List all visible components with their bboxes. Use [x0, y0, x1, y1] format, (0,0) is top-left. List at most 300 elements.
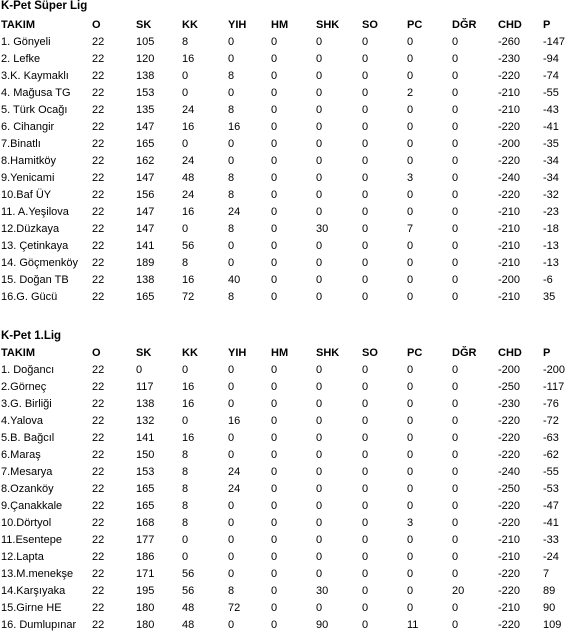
stat-cell: 0	[182, 551, 189, 563]
stat-cell: 0	[271, 517, 278, 529]
stat-cell: 165	[136, 138, 155, 150]
stat-cell: 147	[136, 206, 155, 218]
stat-cell: 0	[271, 121, 278, 133]
table-row	[0, 498, 580, 515]
stat-cell: 0	[452, 483, 459, 495]
stat-cell: 3	[407, 517, 414, 529]
stat-cell: 0	[271, 240, 278, 252]
stat-cell: 0	[182, 138, 189, 150]
table-row	[0, 379, 580, 396]
column-header: SK	[136, 347, 152, 359]
stat-cell: 22	[92, 138, 105, 150]
team-name: 7.Binatlı	[1, 138, 41, 150]
table-row	[0, 153, 580, 170]
stat-cell: 165	[136, 483, 155, 495]
stat-cell: 0	[271, 189, 278, 201]
stat-cell: 0	[362, 257, 369, 269]
stat-cell: 0	[271, 155, 278, 167]
stat-cell: 0	[271, 551, 278, 563]
stat-cell: 0	[316, 398, 323, 410]
team-name: 3.G. Birliği	[1, 398, 52, 410]
team-name: 9.Yenicami	[1, 172, 55, 184]
stat-cell: 0	[362, 240, 369, 252]
stat-cell: 0	[316, 415, 323, 427]
stat-cell: 0	[362, 415, 369, 427]
table-row	[0, 447, 580, 464]
stat-cell: 8	[182, 483, 189, 495]
table-row	[0, 566, 580, 583]
stat-cell: 0	[228, 87, 235, 99]
stat-cell: 11	[407, 619, 419, 631]
stat-cell: 22	[92, 466, 105, 478]
team-name: 5. Türk Ocağı	[1, 104, 68, 116]
stat-cell: 0	[407, 70, 414, 82]
stat-cell: 0	[228, 138, 235, 150]
stat-cell: 0	[316, 70, 323, 82]
stat-cell: 8	[182, 466, 189, 478]
stat-cell: 0	[407, 381, 414, 393]
stat-cell: 0	[407, 104, 414, 116]
stat-cell: 0	[362, 483, 369, 495]
stat-cell: 109	[543, 619, 562, 631]
stat-cell: 0	[271, 206, 278, 218]
stat-cell: -47	[543, 500, 559, 512]
stat-cell: 0	[228, 517, 235, 529]
team-name: 1. Doğancı	[1, 364, 55, 376]
stat-cell: 0	[316, 53, 323, 65]
stat-cell: 22	[92, 432, 105, 444]
stat-cell: 24	[182, 155, 195, 167]
stat-cell: 0	[452, 466, 459, 478]
stat-cell: 72	[182, 291, 195, 303]
team-name: 6. Cihangir	[1, 121, 55, 133]
stat-cell: -55	[543, 87, 559, 99]
table-row	[0, 515, 580, 532]
stat-cell: 0	[316, 36, 323, 48]
stat-cell: -200	[498, 138, 521, 150]
team-name: 13. Çetinkaya	[1, 240, 69, 252]
team-name: 2. Lefke	[1, 53, 41, 65]
stat-cell: -23	[543, 206, 559, 218]
stat-cell: 0	[362, 432, 369, 444]
stat-cell: 8	[182, 36, 189, 48]
stat-cell: -210	[498, 257, 521, 269]
stat-cell: 147	[136, 223, 155, 235]
stat-cell: 0	[316, 364, 323, 376]
stat-cell: 0	[407, 240, 414, 252]
team-name: 2.Görneç	[1, 381, 47, 393]
stat-cell: 195	[136, 585, 155, 597]
stat-cell: 0	[407, 432, 414, 444]
table-row	[0, 187, 580, 204]
column-header: KK	[182, 347, 198, 359]
column-header: YIH	[228, 19, 247, 31]
stat-cell: 0	[407, 398, 414, 410]
stat-cell: -220	[498, 517, 521, 529]
stat-cell: 0	[182, 223, 189, 235]
stat-cell: 105	[136, 36, 155, 48]
stat-cell: 0	[452, 53, 459, 65]
stat-cell: 30	[316, 223, 329, 235]
stat-cell: -43	[543, 104, 559, 116]
stat-cell: -210	[498, 240, 521, 252]
table-row	[0, 362, 580, 379]
stat-cell: 22	[92, 257, 105, 269]
stat-cell: 0	[362, 189, 369, 201]
stat-cell: 0	[271, 585, 278, 597]
stat-cell: 0	[362, 602, 369, 614]
stat-cell: 0	[316, 206, 323, 218]
stat-cell: 138	[136, 398, 155, 410]
stat-cell: 0	[452, 274, 459, 286]
stat-cell: 0	[452, 500, 459, 512]
stat-cell: 22	[92, 53, 105, 65]
section-title-super-lig: K-Pet Süper Lig	[1, 0, 88, 12]
column-header: SHK	[316, 347, 340, 359]
stat-cell: 0	[452, 240, 459, 252]
stat-cell: 0	[407, 534, 414, 546]
stat-cell: 22	[92, 291, 105, 303]
stat-cell: 0	[407, 206, 414, 218]
stat-cell: 24	[228, 483, 241, 495]
stat-cell: 0	[316, 121, 323, 133]
stat-cell: 0	[228, 500, 235, 512]
stat-cell: 8	[228, 189, 235, 201]
stat-cell: -13	[543, 240, 559, 252]
column-header: PC	[407, 347, 423, 359]
stat-cell: 0	[452, 381, 459, 393]
column-header: SK	[136, 19, 152, 31]
stat-cell: -34	[543, 172, 559, 184]
column-header: TAKIM	[1, 19, 36, 31]
stat-cell: 22	[92, 189, 105, 201]
stat-cell: 0	[182, 87, 189, 99]
table-row	[0, 272, 580, 289]
stat-cell: -220	[498, 70, 521, 82]
stat-cell: 22	[92, 121, 105, 133]
stat-cell: 0	[362, 398, 369, 410]
stat-cell: 0	[452, 364, 459, 376]
stat-cell: 0	[228, 449, 235, 461]
stat-cell: -32	[543, 189, 559, 201]
stat-cell: 22	[92, 602, 105, 614]
stat-cell: 141	[136, 240, 155, 252]
stat-cell: 48	[182, 172, 195, 184]
stat-cell: -200	[498, 364, 521, 376]
stat-cell: 0	[452, 189, 459, 201]
stat-cell: 0	[407, 466, 414, 478]
stat-cell: 16	[182, 274, 195, 286]
stat-cell: 35	[543, 291, 556, 303]
stat-cell: 22	[92, 223, 105, 235]
stat-cell: 8	[182, 449, 189, 461]
stat-cell: 22	[92, 534, 105, 546]
stat-cell: 0	[228, 240, 235, 252]
stat-cell: 0	[452, 223, 459, 235]
stat-cell: 0	[228, 551, 235, 563]
stat-cell: 135	[136, 104, 155, 116]
stat-cell: 0	[316, 466, 323, 478]
stat-cell: -200	[543, 364, 566, 376]
stat-cell: 22	[92, 500, 105, 512]
stat-cell: -210	[498, 104, 521, 116]
stat-cell: 22	[92, 364, 105, 376]
stat-cell: 168	[136, 517, 155, 529]
stat-cell: 0	[362, 206, 369, 218]
stat-cell: 22	[92, 70, 105, 82]
stat-cell: 0	[316, 257, 323, 269]
stat-cell: 0	[316, 240, 323, 252]
stat-cell: 0	[271, 619, 278, 631]
stat-cell: 0	[362, 534, 369, 546]
stat-cell: 0	[316, 483, 323, 495]
stat-cell: 0	[316, 568, 323, 580]
stat-cell: 0	[271, 223, 278, 235]
stat-cell: 22	[92, 517, 105, 529]
stat-cell: 90	[316, 619, 329, 631]
stat-cell: 48	[182, 619, 195, 631]
stat-cell: 0	[452, 619, 459, 631]
stat-cell: 0	[452, 415, 459, 427]
stat-cell: 24	[228, 206, 241, 218]
stat-cell: 171	[136, 568, 155, 580]
stat-cell: 0	[271, 568, 278, 580]
stat-cell: 0	[407, 189, 414, 201]
team-name: 4.Yalova	[1, 415, 43, 427]
table-row	[0, 119, 580, 136]
team-name: 14.Karşıyaka	[1, 585, 66, 597]
team-name: 14. Göçmenköy	[1, 257, 79, 269]
stat-cell: 0	[452, 432, 459, 444]
stat-cell: 7	[407, 223, 414, 235]
stat-cell: 3	[407, 172, 414, 184]
stat-cell: 16	[182, 121, 195, 133]
stat-cell: 8	[228, 172, 235, 184]
stat-cell: 0	[228, 257, 235, 269]
table-row	[0, 255, 580, 272]
stat-cell: -240	[498, 466, 521, 478]
stat-cell: 24	[182, 104, 195, 116]
stat-cell: -63	[543, 432, 559, 444]
stat-cell: 0	[182, 534, 189, 546]
stat-cell: 22	[92, 206, 105, 218]
stat-cell: 0	[228, 398, 235, 410]
stat-cell: 0	[316, 500, 323, 512]
team-name: 5.B. Bağcıl	[1, 432, 55, 444]
stat-cell: 56	[182, 585, 195, 597]
team-name: 1. Gönyeli	[1, 36, 51, 48]
column-header: HM	[271, 347, 289, 359]
stat-cell: 30	[316, 585, 329, 597]
stat-cell: 0	[271, 138, 278, 150]
stat-cell: 0	[407, 568, 414, 580]
team-name: 16.G. Gücü	[1, 291, 58, 303]
stat-cell: 0	[316, 517, 323, 529]
stat-cell: 0	[452, 121, 459, 133]
column-header: SHK	[316, 19, 340, 31]
stat-cell: 0	[452, 398, 459, 410]
stat-cell: -94	[543, 53, 559, 65]
team-name: 13.M.menekşe	[1, 568, 74, 580]
stat-cell: 0	[271, 53, 278, 65]
stat-cell: 22	[92, 483, 105, 495]
stat-cell: 147	[136, 121, 155, 133]
stat-cell: -210	[498, 602, 521, 614]
stat-cell: 0	[271, 257, 278, 269]
table-row	[0, 204, 580, 221]
stat-cell: 0	[316, 172, 323, 184]
column-header: P	[543, 347, 551, 359]
stat-cell: 0	[452, 517, 459, 529]
stat-cell: 150	[136, 449, 155, 461]
stat-cell: 40	[228, 274, 241, 286]
stat-cell: 0	[452, 155, 459, 167]
stat-cell: 0	[271, 36, 278, 48]
stat-cell: 22	[92, 36, 105, 48]
stat-cell: 0	[228, 364, 235, 376]
stat-cell: 0	[407, 274, 414, 286]
team-name: 11. A.Yeşilova	[1, 206, 69, 218]
stat-cell: -117	[543, 381, 565, 393]
stat-cell: 0	[407, 121, 414, 133]
stat-cell: 0	[362, 517, 369, 529]
stat-cell: 0	[271, 483, 278, 495]
team-name: 8.Ozanköy	[1, 483, 54, 495]
stat-cell: -250	[498, 381, 521, 393]
stat-cell: 0	[452, 36, 459, 48]
stat-cell: 0	[362, 568, 369, 580]
team-name: 9.Çanakkale	[1, 500, 63, 512]
stat-cell: 8	[228, 291, 235, 303]
stat-cell: 0	[271, 172, 278, 184]
stat-cell: 22	[92, 449, 105, 461]
stat-cell: 22	[92, 172, 105, 184]
stat-cell: 138	[136, 70, 155, 82]
stat-cell: 0	[271, 500, 278, 512]
stat-cell: 24	[228, 466, 241, 478]
stat-cell: 16	[228, 415, 241, 427]
team-name: 16. Dumlupınar	[1, 619, 77, 631]
stat-cell: 165	[136, 500, 155, 512]
table-row	[0, 170, 580, 187]
stat-cell: -220	[498, 449, 521, 461]
table-row	[0, 136, 580, 153]
stat-cell: 0	[362, 53, 369, 65]
stat-cell: -41	[543, 517, 559, 529]
stat-cell: 153	[136, 87, 155, 99]
stat-cell: -53	[543, 483, 559, 495]
team-name: 11.Esentepe	[1, 534, 62, 546]
stat-cell: -250	[498, 483, 521, 495]
stat-cell: 0	[271, 87, 278, 99]
stat-cell: 22	[92, 551, 105, 563]
stat-cell: 0	[362, 551, 369, 563]
stat-cell: 0	[228, 36, 235, 48]
stat-cell: 22	[92, 274, 105, 286]
stat-cell: 0	[362, 121, 369, 133]
stat-cell: -55	[543, 466, 559, 478]
stat-cell: 72	[228, 602, 241, 614]
stat-cell: 0	[362, 104, 369, 116]
stat-cell: -24	[543, 551, 559, 563]
stat-cell: 120	[136, 53, 155, 65]
stat-cell: 0	[362, 223, 369, 235]
table-row	[0, 396, 580, 413]
stat-cell: 0	[452, 534, 459, 546]
stat-cell: 0	[362, 449, 369, 461]
stat-cell: -220	[498, 121, 521, 133]
stat-cell: 7	[543, 568, 550, 580]
stat-cell: 56	[182, 240, 195, 252]
stat-cell: 0	[316, 602, 323, 614]
stat-cell: 0	[316, 432, 323, 444]
stat-cell: -220	[498, 432, 521, 444]
stat-cell: 0	[271, 291, 278, 303]
stat-cell: 0	[228, 619, 235, 631]
stat-cell: -18	[543, 223, 559, 235]
stat-cell: 0	[228, 534, 235, 546]
stat-cell: 0	[362, 36, 369, 48]
table-row	[0, 238, 580, 255]
stat-cell: 186	[136, 551, 155, 563]
column-header: DĞR	[452, 19, 477, 31]
column-header: DĞR	[452, 347, 477, 359]
column-header: HM	[271, 19, 289, 31]
table-row	[0, 481, 580, 498]
stat-cell: -240	[498, 172, 521, 184]
team-name: 12.Düzkaya	[1, 223, 60, 235]
stat-cell: 0	[407, 483, 414, 495]
stat-cell: -41	[543, 121, 559, 133]
stat-cell: 8	[228, 70, 235, 82]
stat-cell: 0	[362, 500, 369, 512]
column-header: SO	[362, 347, 378, 359]
stat-cell: 0	[407, 36, 414, 48]
table-row	[0, 430, 580, 447]
stat-cell: 0	[362, 585, 369, 597]
stat-cell: 0	[452, 87, 459, 99]
stat-cell: 2	[407, 87, 414, 99]
stat-cell: -200	[498, 274, 521, 286]
stat-cell: 0	[271, 104, 278, 116]
column-header: CHD	[498, 19, 522, 31]
stat-cell: 0	[182, 70, 189, 82]
stat-cell: 90	[543, 602, 556, 614]
stat-cell: 177	[136, 534, 155, 546]
stat-cell: 16	[228, 121, 241, 133]
stat-cell: 0	[452, 551, 459, 563]
stat-cell: 22	[92, 381, 105, 393]
stat-cell: -210	[498, 534, 521, 546]
table-row	[0, 85, 580, 102]
team-name: 6.Maraş	[1, 449, 41, 461]
stat-cell: 0	[452, 291, 459, 303]
stat-cell: 180	[136, 602, 155, 614]
column-header: TAKIM	[1, 347, 36, 359]
stat-cell: 0	[362, 155, 369, 167]
table-row	[0, 289, 580, 306]
stat-cell: -220	[498, 189, 521, 201]
stat-cell: 16	[182, 53, 195, 65]
stat-cell: 0	[452, 257, 459, 269]
stat-cell: 0	[228, 568, 235, 580]
stat-cell: 0	[362, 619, 369, 631]
stat-cell: 0	[316, 155, 323, 167]
stat-cell: 0	[362, 87, 369, 99]
stat-cell: 0	[182, 415, 189, 427]
stat-cell: 22	[92, 87, 105, 99]
stat-cell: -72	[543, 415, 559, 427]
